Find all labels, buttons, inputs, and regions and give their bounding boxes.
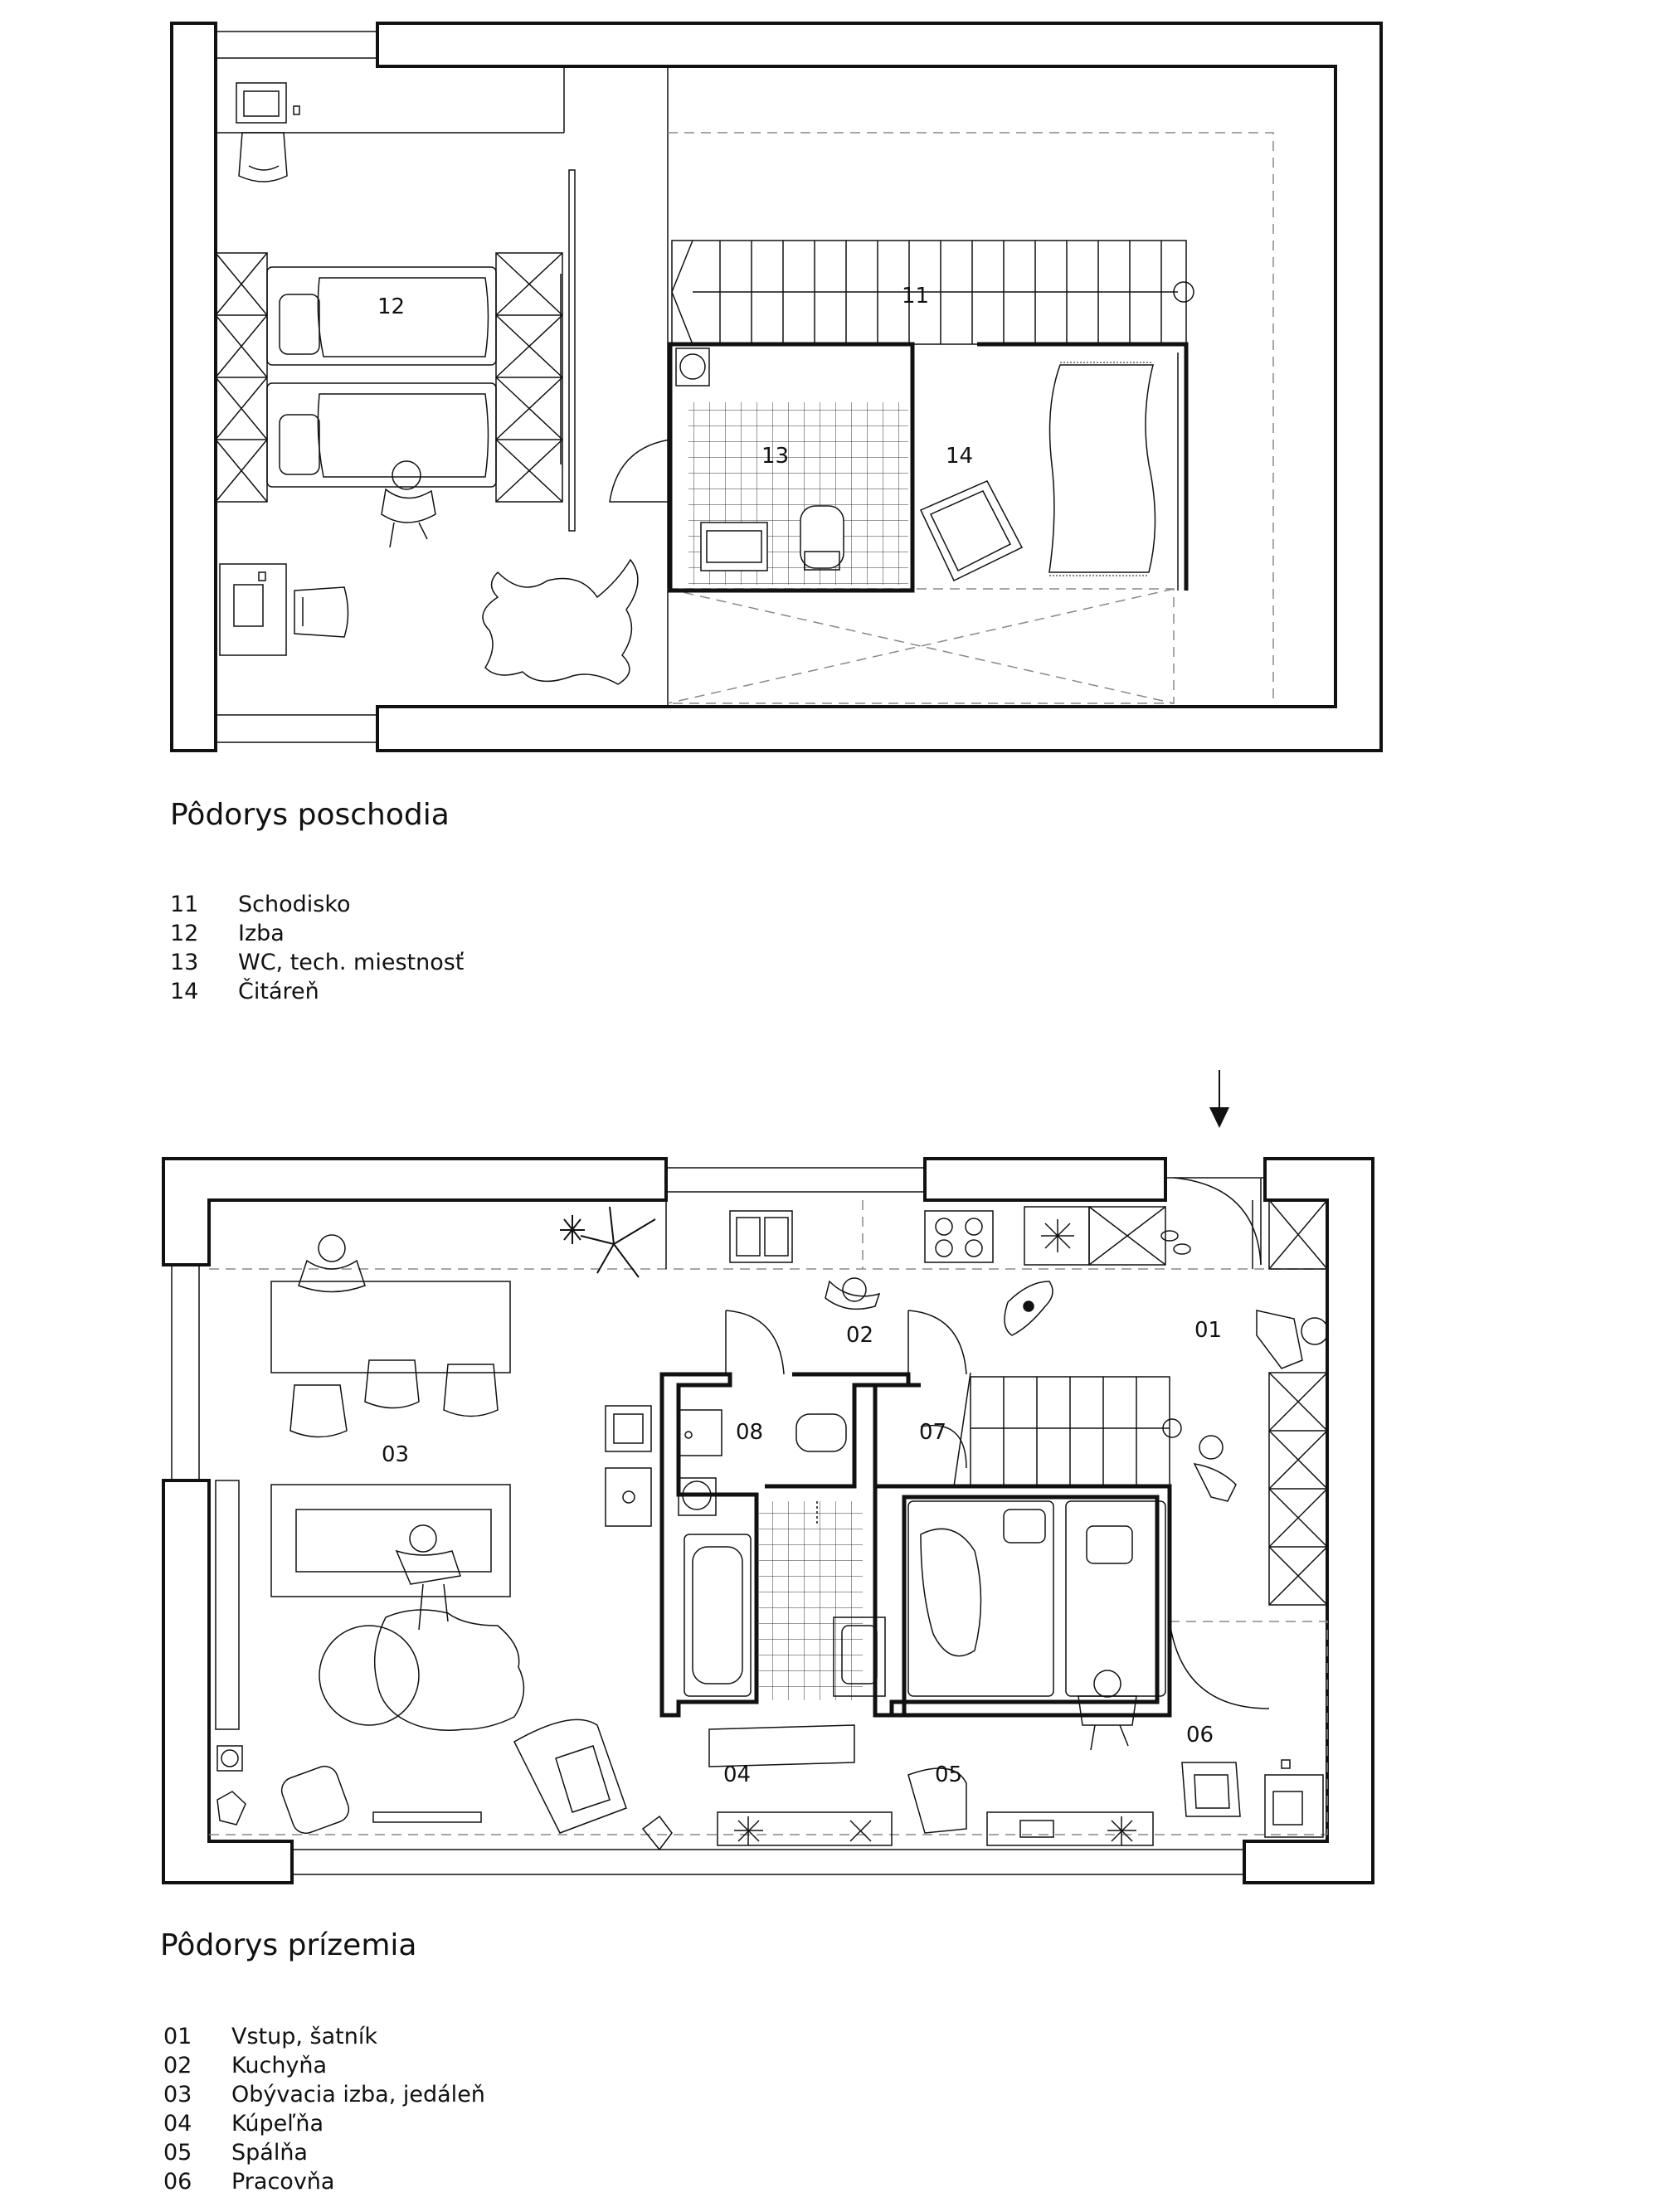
upper-room-label-12: 12 [377,294,406,319]
legend-row [163,2051,485,2080]
upper-room-label-11: 11 [902,284,930,309]
legend-number: 06 [163,2169,192,2195]
upper-stairs [672,241,1194,344]
ground-outer-wall-right [1244,1159,1373,1883]
legend-name: Obývacia izba, jedáleň [231,2082,485,2107]
ground-room-label-02: 02 [846,1323,874,1348]
ground-rug [319,1610,523,1730]
ground-entry-door [1161,1178,1261,1265]
legend-row [163,2109,485,2138]
ground-floor-title: Pôdorys prízemia [160,1928,417,1962]
ground-room-label-06: 06 [1186,1723,1214,1748]
upper-room-label-14: 14 [946,444,974,469]
legend-row [163,2080,485,2109]
legend-number: 05 [163,2140,192,2166]
legend-row [163,2022,485,2051]
upper-outer-wall [172,23,216,751]
legend-row [170,948,464,977]
legend-row [170,977,464,1006]
legend-number: 13 [170,950,199,975]
ground-floor-legend [163,2022,485,2196]
upper-rug [483,560,638,684]
legend-row [163,2138,485,2167]
legend-name: Vstup, šatník [231,2024,377,2049]
upper-desks [220,83,348,655]
ground-room-label-08: 08 [736,1420,764,1445]
legend-number: 11 [170,892,199,917]
entrance-arrow-icon [1209,1070,1229,1128]
upper-rug-14 [1049,365,1155,572]
upper-floor-title: Pôdorys poschodia [170,798,450,832]
ground-bedroom-beds [908,1501,1165,1750]
ground-dining-set [271,1235,510,1437]
legend-name: Spálňa [231,2140,308,2166]
upper-floor-legend [170,890,464,1006]
legend-name: Pracovňa [231,2169,335,2195]
ground-room-label-01: 01 [1194,1318,1223,1343]
legend-row [170,919,464,948]
ground-room-label-07: 07 [919,1420,947,1445]
upper-person [382,461,435,547]
ground-sofa [271,1485,510,1630]
ground-dog [1005,1281,1053,1335]
legend-number: 01 [163,2024,192,2049]
legend-name: Čitáreň [238,979,319,1004]
upper-floor-plan [172,23,1381,751]
ground-floor-plan [163,1070,1373,1883]
ground-outer-wall-right-top [925,1159,1165,1200]
ground-windows [172,1168,1265,1874]
ground-people-entry [825,1278,1328,1501]
ground-room-label-05: 05 [935,1762,963,1787]
legend-name: Schodisko [238,892,351,917]
ground-living-furniture [216,1480,672,1850]
upper-windows [216,32,668,742]
legend-name: Kúpeľňa [231,2111,324,2137]
upper-armchair [921,481,1022,581]
upper-room-label-13: 13 [761,444,790,469]
ground-wardrobe [1269,1200,1327,1605]
ground-outer-wall-left-top [163,1159,666,1265]
legend-number: 02 [163,2053,192,2078]
legend-row [163,2167,485,2196]
ground-core-fixtures [606,1310,1181,1700]
legend-name: Izba [238,921,285,946]
legend-number: 12 [170,921,199,946]
legend-number: 04 [163,2111,192,2137]
legend-row [170,890,464,919]
legend-name: WC, tech. miestnosť [238,950,465,975]
legend-number: 14 [170,979,199,1004]
ground-room-label-03: 03 [382,1442,410,1467]
legend-name: Kuchyňa [231,2053,328,2078]
legend-number: 03 [163,2082,192,2107]
ground-room-label-04: 04 [723,1762,752,1787]
